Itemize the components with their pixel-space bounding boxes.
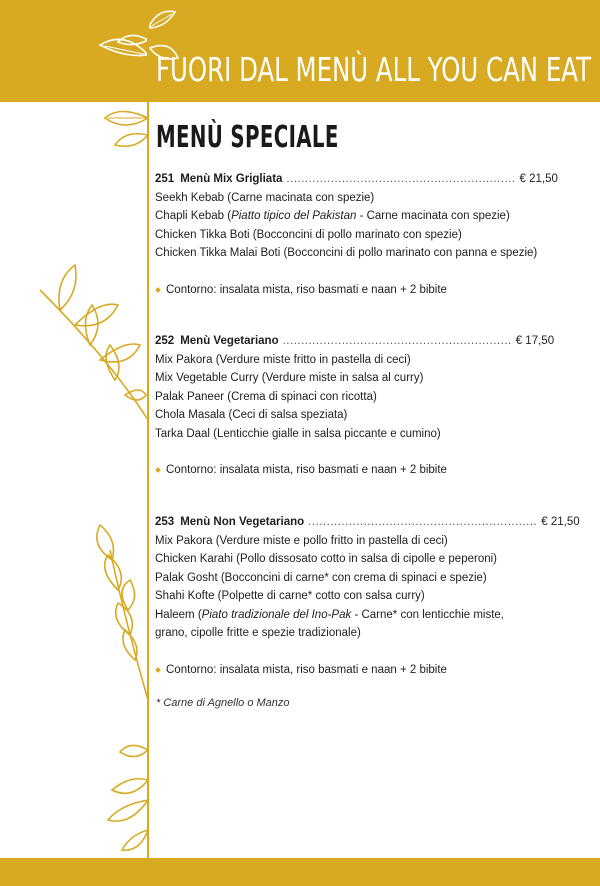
menu-name: Menù Non Vegetariano — [180, 516, 305, 528]
side-dish-note: Contorno: insalata mista, riso basmati e naan + 2 bibite — [155, 281, 525, 300]
dish-item: Chola Masala (Ceci di salsa speziata) — [155, 409, 348, 421]
dish-item: Haleem (Piato tradizionale del Ino-Pak - Carne* con lenticchie miste, grano, cipolle fritte e spezie tradizionale) — [155, 608, 505, 639]
dot-leader: .............................................................. — [282, 335, 512, 347]
menu-heading — [155, 513, 580, 532]
dish-item: Chicken Tikka Boti (Bocconcini di pollo marinato con spezie) — [155, 228, 462, 241]
side-dish-note: Contorno: insalata mista, riso basmati e naan + 2 bibite — [155, 461, 525, 480]
diamond-bullet-icon — [155, 467, 161, 473]
menu-name: Menù Vegetariano — [180, 335, 279, 347]
menu-price: € 21,50 — [541, 516, 580, 528]
dot-leader: .............................................................. — [308, 516, 538, 528]
menu-number: 251 — [155, 173, 175, 185]
dish-item: Palak Gosht (Bocconcini di carne* con crema di spinaci e spezie) — [155, 571, 487, 584]
section-title: MENÙ SPECIALE — [156, 120, 339, 155]
menu-heading — [155, 332, 555, 351]
diamond-bullet-icon — [155, 287, 161, 293]
menu-block-252 — [155, 332, 555, 480]
dot-leader: .............................................................. — [286, 173, 516, 185]
footnote: * Carne di Agnello o Manzo — [156, 697, 290, 709]
menu-name: Menù Mix Grigliata — [180, 173, 283, 185]
menu-price: € 21,50 — [519, 173, 558, 185]
menu-number: 253 — [155, 516, 175, 528]
dish-item: Mix Pakora (Verdure miste fritto in pastella di ceci) — [155, 353, 411, 366]
menu-number: 252 — [155, 335, 175, 347]
dish-item: Mix Pakora (Verdure miste e pollo fritto in pastella di ceci) — [155, 534, 448, 547]
diamond-bullet-icon — [155, 667, 161, 673]
side-dish-note: Contorno: insalata mista, riso basmati e naan + 2 bibite — [155, 661, 525, 680]
page-title: FUORI DAL MENÙ ALL YOU CAN EAT — [156, 50, 591, 89]
dish-item: Chapli Kebab (Piatto tipico del Pakistan - Carne macinata con spezie) — [155, 210, 510, 222]
dish-item: Seekh Kebab (Carne macinata con spezie) — [155, 191, 375, 204]
menu-heading — [155, 170, 558, 189]
dish-item: Mix Vegetable Curry (Verdure miste in salsa al curry) — [155, 372, 424, 384]
menu-block-251 — [155, 170, 558, 299]
menu-price: € 17,50 — [515, 335, 555, 347]
dish-item: Palak Paneer (Crema di spinaci con ricotta) — [155, 390, 377, 403]
dish-item: Chicken Tikka Malai Boti (Bocconcini di pollo marinato con panna e spezie) — [155, 247, 538, 259]
dish-item: Chicken Karahi (Pollo dissosato cotto in salsa di cipolle e peperoni) — [155, 553, 497, 565]
dish-item: Tarka Daal (Lenticchie gialle in salsa piccante e cumino) — [155, 427, 441, 440]
dish-item: Shahi Kofte (Polpette di carne* cotto con salsa curry) — [155, 590, 425, 602]
branch-stem — [147, 10, 149, 886]
menu-block-253 — [155, 513, 580, 679]
